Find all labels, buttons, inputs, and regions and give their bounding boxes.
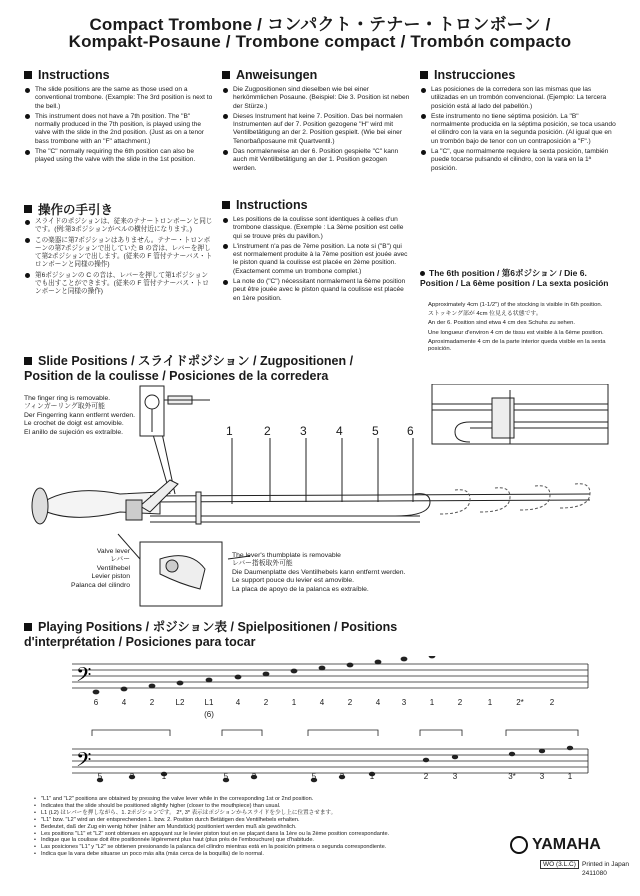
instructions-fr-item: Les positions de la coulisse sont identiques à celles d'un trombone classique. (Exemple : La 3ème position est celle qui se trouve près du pavillon.) bbox=[222, 216, 410, 241]
slide-number: 2 bbox=[264, 424, 271, 438]
japanese-item: 第6ポジションの C の音は、レバーを押して第1ポジションでも出すことができます。(従来の F 管付テナーバス・トロンボーンと同様の操作) bbox=[24, 272, 214, 297]
bass-clef-icon: 𝄢 bbox=[76, 663, 92, 691]
instructions-heading: Instructions bbox=[24, 68, 110, 82]
yamaha-logo: YAMAHA bbox=[510, 836, 601, 854]
sixth-position-text: Approximately 4cm (1-1/2") of the stocking is visible in 6th position. ストッキング部が 4cm 位見える状態です。 An der 6. Position sind etwa 4 cm des Schuhs zu sehen. Une longueur d'environ 4 cm de tissu est visible à la 6ème position. Aproximadamente 4 cm de la parte interior queda visible en la sexta posición. bbox=[428, 302, 606, 353]
japanese-heading: 操作の手引き bbox=[24, 200, 113, 218]
slide-positions-heading: Slide Positions / スライドポジション / Zugpositionen / Position de la coulisse / Posiciones de la corredera bbox=[24, 354, 354, 383]
bullet-square-icon bbox=[24, 357, 32, 365]
bullet-square-icon bbox=[222, 201, 230, 209]
instruction-item: This instrument does not have a 7th position. The "B" normally produced in the 7th position, is played using the valve with the slide in the 2nd position. (Just as on a tenor bass trombone with an "F" attachment.) bbox=[24, 113, 214, 146]
instructions-list bbox=[24, 86, 214, 167]
footnotes: • "L1" and "L2" positions are obtained by pressing the valve lever while in the corresponding 1st or 2nd position. • Indicates that the slide should be positioned slightly higher (closer to the mouthpiece) than usual. • L1 (L2) はレバーを押しながら、1. 2ポジションです。 2*, 3* 表示はポジションからスライドを少し上に位置させます。 • "L1" bzw. "L2" wird an der entsprechenden 1. bzw. 2. Position durch Betätigen des Ventilhebels erhalten. • Bedeutet, daß der Zug ein wenig höher (näher am Mundstück) positioniert werden muß als gewöhnlich. • Les positions "L1" et "L2" sont obtenues en appuyant sur le levier piston tout en se plaçant dans la 1ère ou la 2ème position correspondante. • Indique que la coulisse doit être positionnée légèrement plus haut (plus près de l'embouchure) que d'habitude. • Las posiciones "L1" y "L2" se obtienen presionando la palanca del cilindro mientras está en la posición primera o segunda correspondiente. • Indica que la vara debe situarse un poco más alta (más cerca de la boquilla) de lo normal. bbox=[34, 796, 504, 858]
japanese-list bbox=[24, 218, 214, 299]
anweisungen-list bbox=[222, 86, 410, 175]
japanese-item: スライドのポジションは、従来のテナートロンボーンと同じです。(例:第3ポジションがベルの横付近になります。) bbox=[24, 218, 214, 235]
slide-number: 4 bbox=[336, 424, 343, 438]
instrucciones-list bbox=[420, 86, 616, 175]
instructions-fr-item: L'instrument n'a pas de 7ème position. La note si ("B") qui est normalement produite à la 7ème position est jouée avec le piston quand la coulisse est placée en 2ème position. (Exactement comme un trombone complet.) bbox=[222, 243, 410, 276]
slide-number: 5 bbox=[372, 424, 379, 438]
instrucciones-item: La "C", que normalmente requiere la sexta posición, también puede tocarse pulsando el cilindro, con la vara en la 1ª posición. bbox=[420, 148, 616, 173]
instructions-fr-heading: Instructions bbox=[222, 198, 308, 212]
slide-number: 3 bbox=[300, 424, 307, 438]
footer-code: WO (3.L.C) bbox=[540, 860, 579, 869]
valve-lever-label: Valve lever レバー Ventilhebel Levier piston Palanca del cilindro bbox=[71, 548, 130, 589]
sixth-position-heading: The 6th position / 第6ポジション / Die 6. Position / La 6ème position / La sexta posición bbox=[420, 268, 609, 288]
bullet-square-icon bbox=[420, 71, 428, 79]
bullet-square-icon bbox=[24, 623, 32, 631]
bullet-square-icon bbox=[24, 205, 32, 213]
title-line-1: Compact Trombone / コンパクト・テナー・トロンボーン / bbox=[89, 15, 551, 34]
tuning-fork-emblem-icon bbox=[510, 836, 528, 854]
notes-row-1 bbox=[93, 656, 556, 694]
position-brackets bbox=[92, 730, 578, 736]
anweisungen-item: Das normalerweise an der 6. Position gespielte "C" kann auch mit Ventilbetätigung an der 1. Position gezogen werden. bbox=[222, 148, 410, 173]
thumbplate-label: The lever's thumbplate is removable レバー指板取外可能 Die Daumenplatte des Ventilhebels kann entfernt werden. Le support pouce du levier est amovible. La placa de apoyo de la palanca es extraíble. bbox=[232, 552, 406, 593]
instruction-item: The "C" normally requiring the 6th position can also be played using the valve with the slide in the 1st position. bbox=[24, 148, 214, 165]
anweisungen-heading: Anweisungen bbox=[222, 68, 317, 82]
instrucciones-item: Este instrumento no tiene séptima posición. La "B" normalmente producida en la séptima posición, se toca usando el cilindro con la vara en la segunda posición. (Al igual que en un trombón bajo de tenor con un contraposición a "F".) bbox=[420, 113, 616, 146]
playing-positions-heading: Playing Positions / ポジション表 / Spielpositionen / Positions d'interprétation / Posiciones para tocar bbox=[24, 620, 398, 649]
title-line-2: Kompakt-Posaune / Trombone compact / Trombón compacto bbox=[68, 32, 572, 51]
bullet-square-icon bbox=[222, 71, 230, 79]
slide-number: 6 bbox=[407, 424, 414, 438]
bass-clef-icon: 𝄢 bbox=[76, 748, 92, 776]
anweisungen-item: Dieses Instrument hat keine 7. Position. Das bei normalen Instrumenten auf der 7. Position gezogene "H" wird mit Ventilbetätigung an der 2. Position gespielt. (Wie bei einer Tenorbaßposaune mit Quartventil.) bbox=[222, 113, 410, 146]
bullet-icon bbox=[420, 271, 425, 276]
instructions-fr-item: La note do ("C") nécessitant normalement la 6ème position peut être jouée avec le piston quand la coulisse est placée en 1ère position. bbox=[222, 278, 410, 303]
instruction-item: The slide positions are the same as those used on a conventional trombone. (Example: The 3rd position is next to the bell.) bbox=[24, 86, 214, 111]
slide-number: 1 bbox=[226, 424, 233, 438]
instructions-fr-list bbox=[222, 216, 410, 305]
finger-ring-label: The finger ring is removable. フィンガーリング取外可能 Der Fingerring kann entfernt werden. Le crochet de doigt est amovible. El anillo de sujeción es extraíble. bbox=[24, 395, 136, 436]
doc-number: 2411080 bbox=[582, 870, 607, 877]
instrucciones-heading: Instrucciones bbox=[420, 68, 515, 82]
bullet-square-icon bbox=[24, 71, 32, 79]
printed-in: Printed in Japan bbox=[582, 861, 629, 868]
japanese-item: この楽器に第7ポジションはありません。テナー・トロンボーンの第7ポジションで出していた B の音は、レバーを押して第2ポジションで出します。(従来の F 管付テナーバス・トロンボーンと同様の操作) bbox=[24, 237, 214, 270]
anweisungen-item: Die Zugpositionen sind dieselben wie bei einer herkömmlichen Posaune. (Beispiel: Die 3. Position ist neben der Stürze.) bbox=[222, 86, 410, 111]
instrucciones-item: Las posiciones de la corredera son las mismas que las utilizadas en un trombón convencional. (Ejemplo: La tercera posición está al lado del pabellón.) bbox=[420, 86, 616, 111]
